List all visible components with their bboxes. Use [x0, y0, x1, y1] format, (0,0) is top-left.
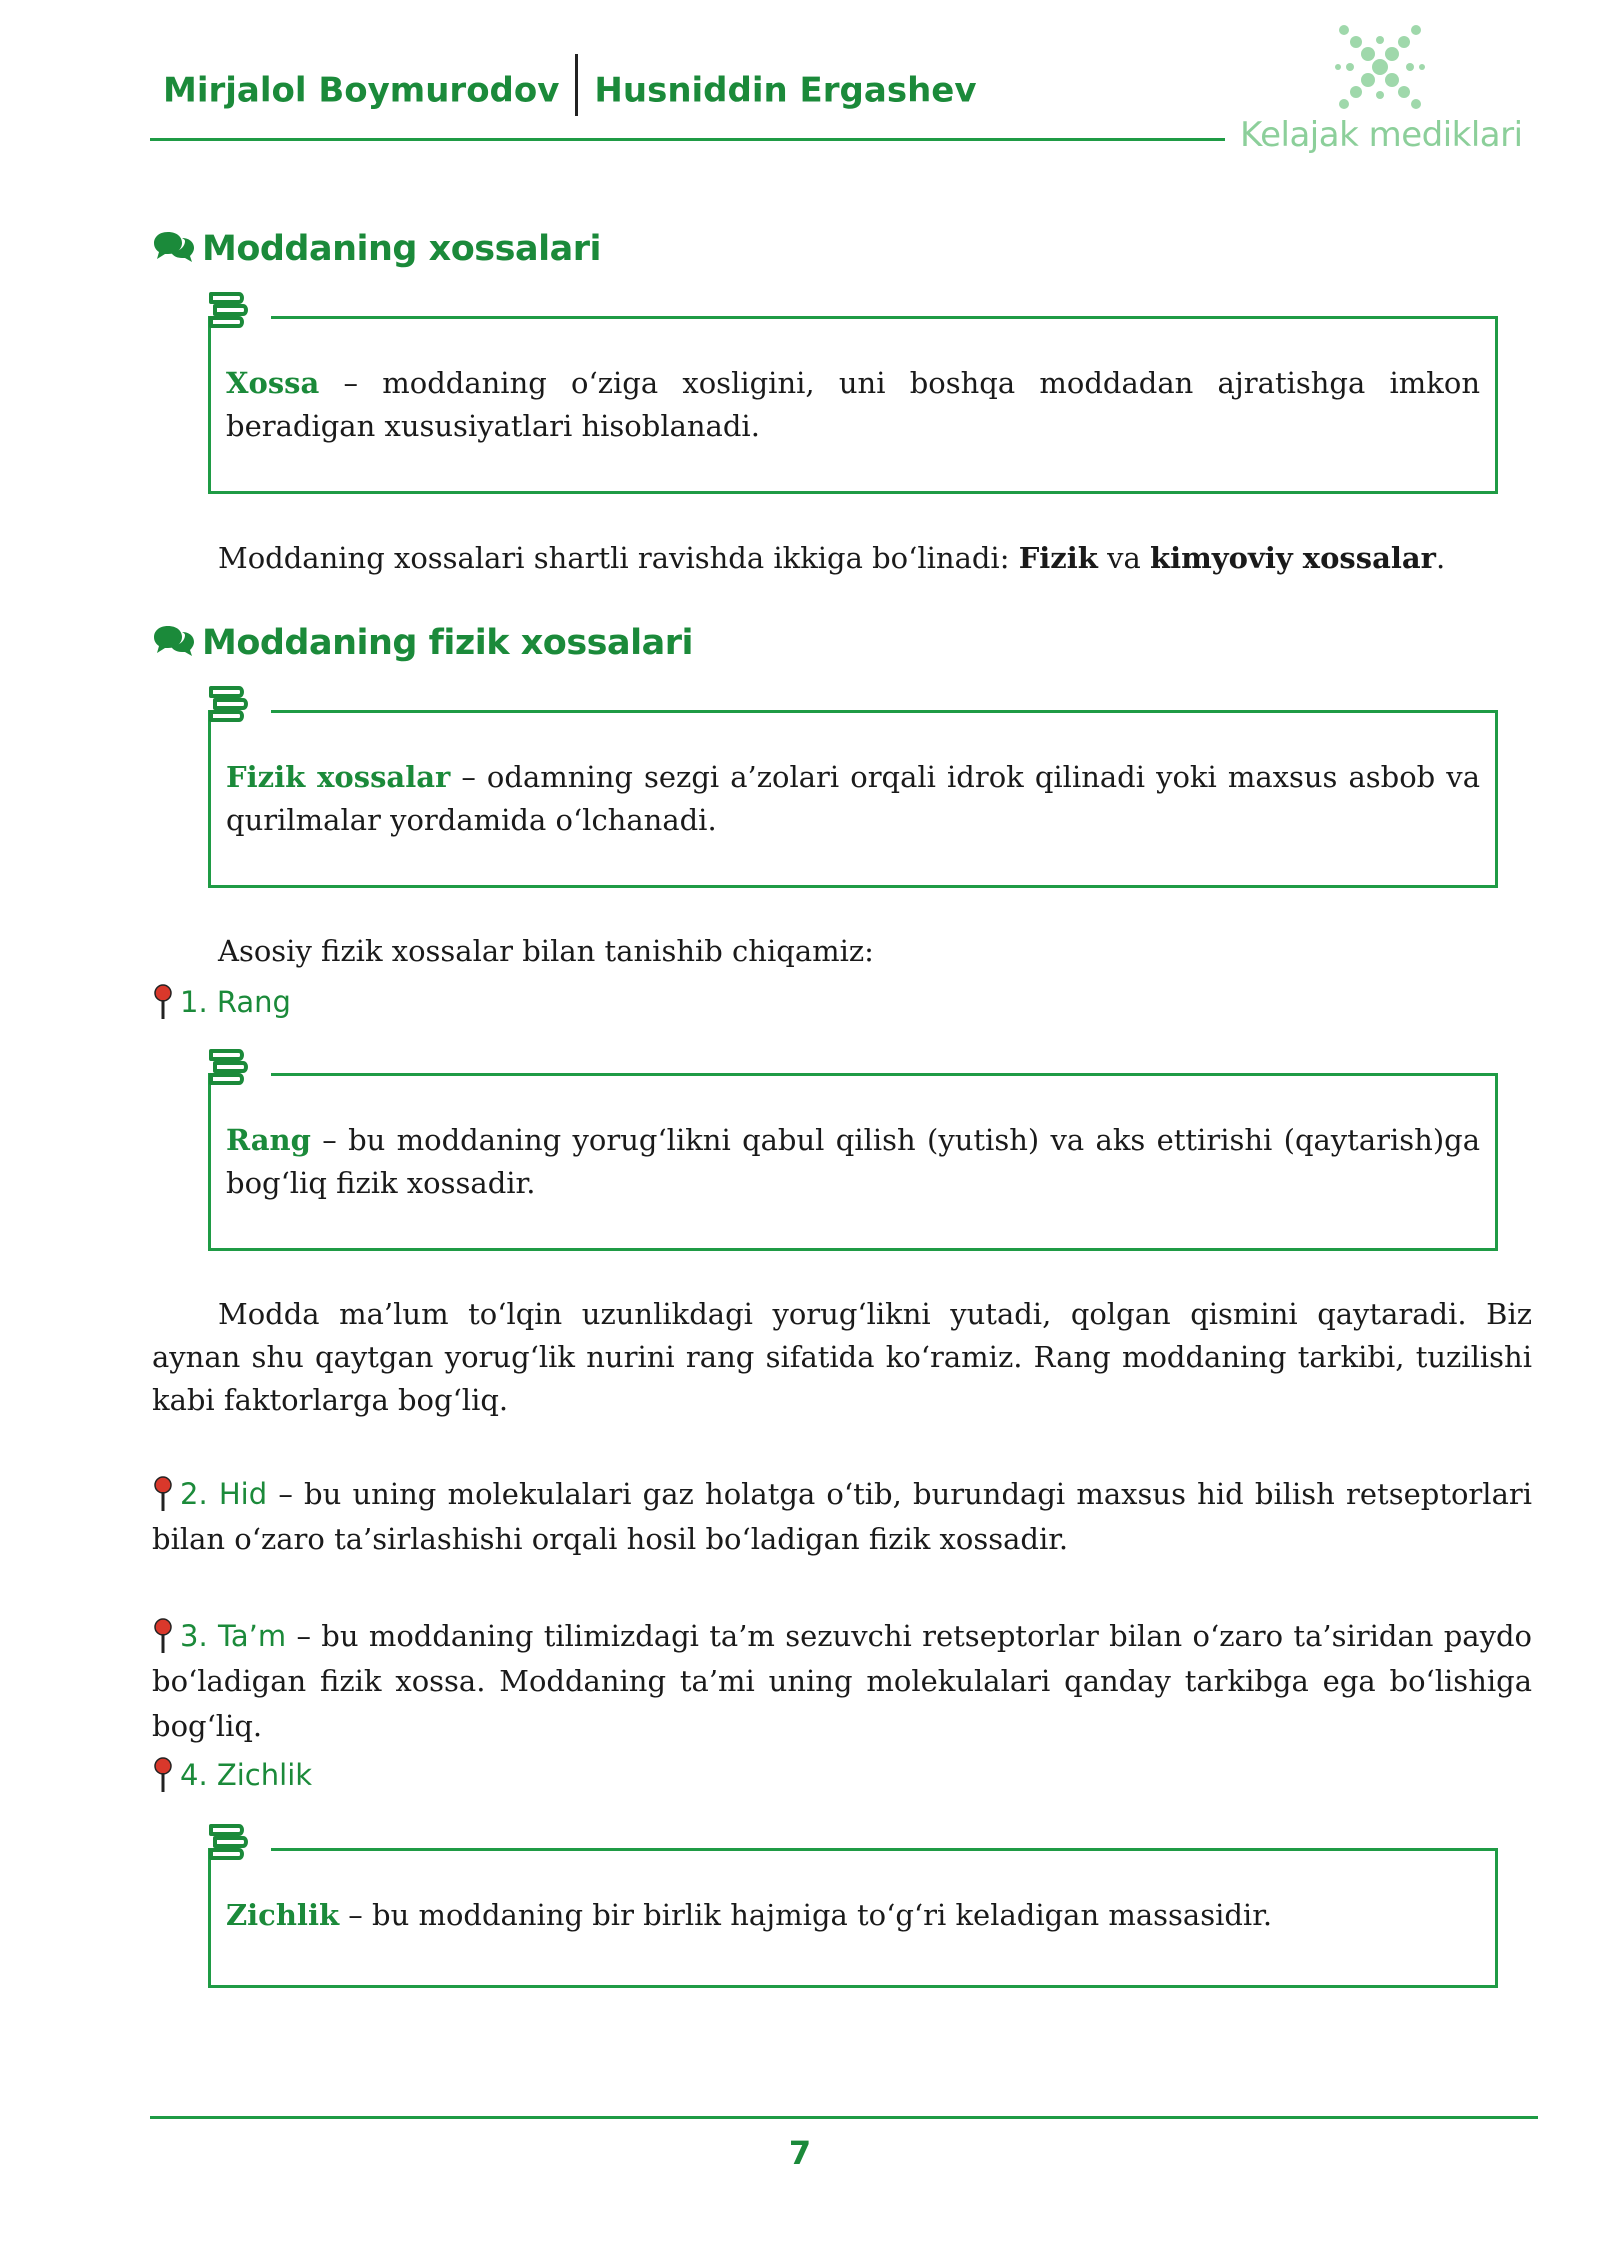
definition-body: – bu moddaning yorug‘likni qabul qilish (yutish) va aks ettirishi (qaytarish)ga bog‘liq fizik xossadir.: [226, 1123, 1480, 1200]
box-top-line: [271, 316, 1498, 319]
box-top-line: [271, 1848, 1498, 1851]
subheading-hid: [152, 1472, 1532, 1562]
para-bold-kimyoviy: kimyoviy xossalar: [1150, 541, 1436, 575]
subheading-text: – bu moddaning tilimizdagi ta’m sezuvchi retseptorlar bilan o‘zaro ta’siridan paydo bo‘ladigan fizik xossa. Moddaning ta’mi uning molekulalari qanday tarkibga ega bo‘lishiga bog‘liq.: [152, 1619, 1532, 1743]
section-title-physical: [152, 622, 693, 663]
definition-term: Fizik xossalar: [226, 760, 451, 794]
books-icon: [205, 1818, 251, 1864]
chat-bubbles-icon: [152, 228, 196, 266]
para-text: va: [1097, 541, 1150, 575]
footer-rule: [150, 2116, 1538, 2119]
page-number: 7: [788, 2134, 812, 2172]
author-2: Husniddin Ergashev: [594, 70, 977, 111]
definition-box-xossa: [208, 316, 1498, 494]
subheading-rang: [152, 980, 291, 1025]
brand-logo-icon: [1330, 20, 1430, 115]
definition-box-zichlik: [208, 1848, 1498, 1988]
authors-line: [163, 68, 977, 116]
pin-icon: [152, 1618, 174, 1654]
chat-bubbles-icon: [152, 622, 196, 660]
definition-body: – odamning sezgi a’zolari orqali idrok qilinadi yoki maxsus asbob va qurilmalar yordamida o‘lchanadi.: [226, 760, 1480, 837]
header-rule: [150, 138, 1225, 141]
subheading-label: 3. Ta’m: [180, 1619, 287, 1653]
author-separator: [575, 54, 578, 116]
para-text: Moddaning xossalari shartli ravishda ikkiga bo‘linadi:: [218, 541, 1019, 575]
para-text: .: [1435, 541, 1446, 575]
rang-paragraph: Modda ma’lum to‘lqin uzunlikdagi yorug‘likni yutadi, qolgan qismini qaytaradi. Biz aynan shu qaytgan yorug‘lik nurini rang sifatida ko‘ramiz. Rang moddaning tarkibi, tuzilishi kabi faktorlarga bog‘liq.: [152, 1297, 1532, 1417]
properties-paragraph: [218, 537, 1518, 580]
books-icon: [205, 680, 251, 726]
subheading-zichlik: [152, 1753, 312, 1798]
pin-icon: [152, 1757, 174, 1793]
subheading-label: 2. Hid: [180, 1477, 268, 1511]
definition-body: – bu moddaning bir birlik hajmiga to‘g‘ri keladigan massasidir.: [339, 1898, 1273, 1932]
definition-text: [226, 1894, 1480, 1937]
author-1: Mirjalol Boymurodov: [163, 70, 560, 111]
pin-icon: [152, 984, 174, 1020]
books-icon: [205, 286, 251, 332]
definition-text: [226, 756, 1480, 842]
para-bold-fizik: Fizik: [1018, 541, 1098, 575]
section-title-text: Moddaning fizik xossalari: [202, 623, 694, 663]
definition-term: Zichlik: [226, 1898, 340, 1932]
box-top-line: [271, 710, 1498, 713]
definition-body: – moddaning o‘ziga xosligini, uni boshqa moddadan ajratishga imkon beradigan xususiyatlari hisoblanadi.: [226, 366, 1480, 443]
section-title-text: Moddaning xossalari: [202, 229, 601, 269]
definition-box-rang: [208, 1073, 1498, 1251]
definition-term: Xossa: [226, 366, 320, 400]
box-top-line: [271, 1073, 1498, 1076]
brand-name: Kelajak mediklari: [1240, 115, 1523, 155]
definition-text: [226, 1119, 1480, 1205]
subheading-label: 1. Rang: [180, 985, 291, 1019]
section-title-properties: [152, 228, 601, 269]
subheading-text: – bu uning molekulalari gaz holatga o‘tib, burundagi maxsus hid bilish retseptorlari bilan o‘zaro ta’sirlashishi orqali hosil bo‘ladigan fizik xossadir.: [152, 1477, 1532, 1556]
definition-text: [226, 362, 1480, 448]
physical-intro: Asosiy fizik xossalar bilan tanishib chiqamiz:: [218, 934, 874, 968]
books-icon: [205, 1043, 251, 1089]
pin-icon: [152, 1476, 174, 1512]
definition-box-fizik: [208, 710, 1498, 888]
definition-term: Rang: [226, 1123, 311, 1157]
subheading-label: 4. Zichlik: [180, 1758, 313, 1792]
subheading-tam: [152, 1614, 1532, 1749]
